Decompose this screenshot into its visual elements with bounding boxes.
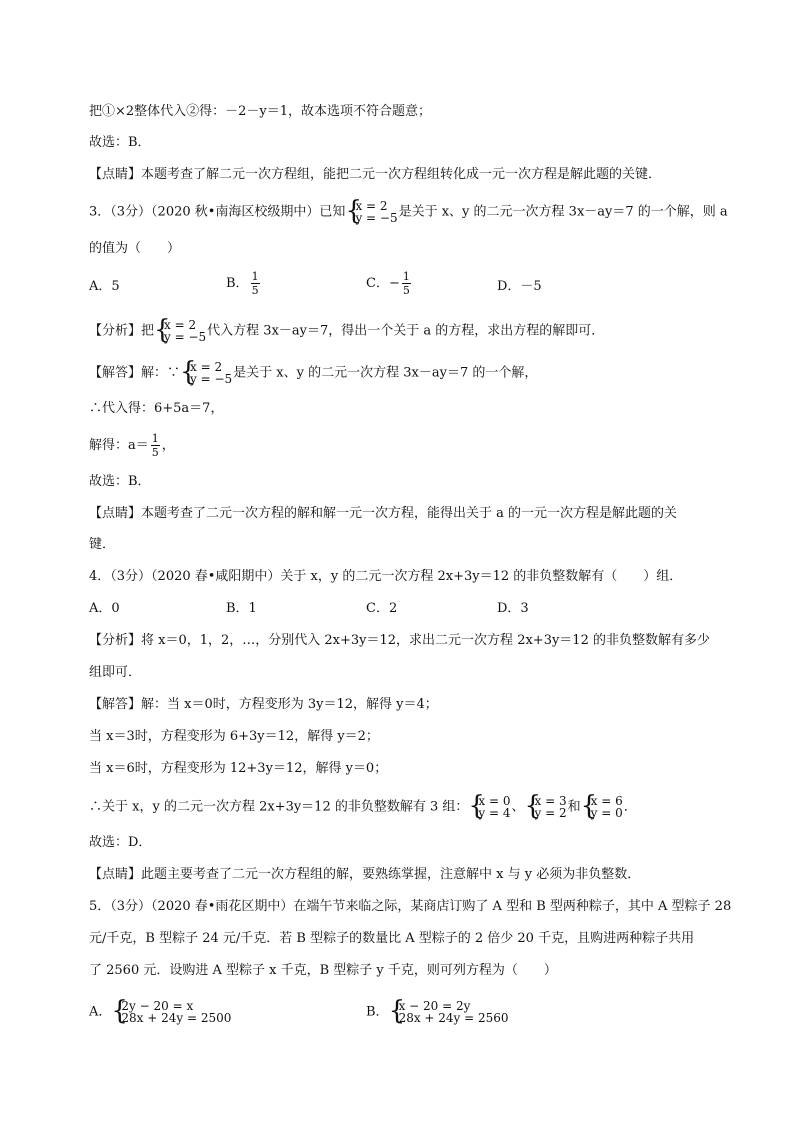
q3-answer-system-row-2: y = −5	[190, 372, 233, 386]
q3-option-d: D．－5	[497, 279, 542, 294]
q4-analysis-line-2: 组即可．	[89, 665, 142, 680]
q3-option-b	[226, 270, 262, 297]
q3-analysis-head: 【分析】把	[89, 323, 155, 339]
q3-option-b-denominator: 5	[251, 284, 259, 297]
q3-analysis-system-row-2: y = −5	[164, 330, 207, 344]
q3-comment-line-1: 【点睛】本题考查了二元一次方程的解和解一元一次方程，能得出关于 a 的一元一次方程是解此题的关	[89, 506, 678, 521]
q3-option-c-denominator: 5	[402, 284, 410, 297]
q3-step-2-head: 解得：a＝	[89, 438, 149, 453]
q3-option-c-fraction	[402, 270, 411, 297]
q3-step-1: ∴代入得：6+5a＝7，	[89, 401, 224, 416]
q3-option-b-label: B．	[226, 276, 249, 291]
q4-answer-line-2: 当 x＝3时，方程变形为 6+3y＝12，解得 y＝2；	[89, 729, 379, 744]
q4-solution-3-row-1: { x = 6	[590, 794, 623, 808]
q3-option-b-numerator: 1	[251, 270, 259, 283]
q3-option-c-sign: −	[388, 276, 400, 291]
q4-stem-line: 4．（3分）（2020 春•咸阳期中）关于 x，y 的二元一次方程 2x+3y＝12 的非负整数解有（ ）组．	[89, 569, 683, 584]
q5-option-a-label: A．	[89, 1004, 112, 1020]
q4-end-mark: ．	[623, 799, 637, 815]
q4-option-d: D．3	[497, 601, 529, 616]
q5-stem-line-1: 5．（3分）（2020 春•雨花区期中）在端午节来临之际，某商店订购了 A 型和 B 型两种粽子，其中 A 型粽子 28	[89, 899, 732, 914]
q4-solution-2-row-1: { x = 3	[534, 794, 567, 808]
q5-option-b-row-2: 28x + 24y = 2560	[398, 1011, 509, 1025]
q4-solution-3-row-2: y = 0	[590, 806, 623, 820]
q3-option-c-label: C．	[366, 276, 389, 291]
q3-stem-head: 3．（3分）（2020 秋•南海区校级期中）已知	[89, 204, 346, 220]
q5-option-b-row-1: { x − 20 = 2y	[398, 999, 471, 1013]
q3-system-row-1: { x = 2	[355, 199, 388, 213]
q3-answer-head: 【解答】解：∵	[89, 365, 181, 381]
q3-stem-line	[89, 200, 728, 224]
q3-option-c-numerator: 1	[402, 270, 410, 283]
q3-step-2	[89, 432, 175, 459]
q3-option-c	[366, 270, 413, 297]
q3-answer-line	[89, 361, 537, 385]
prev-choice-line: 故选：B．	[89, 135, 151, 150]
q3-option-a: A．5	[89, 279, 120, 294]
q3-step-2-denominator: 5	[151, 446, 159, 459]
q5-option-b	[366, 1000, 510, 1024]
q3-answer-system	[181, 361, 232, 385]
q4-option-c: C．2	[366, 601, 398, 616]
q3-option-b-fraction	[251, 270, 260, 297]
q4-solution-3	[582, 795, 623, 819]
q5-option-a-row-1: { 2y − 20 = x	[121, 999, 194, 1013]
q4-solution-2	[526, 795, 567, 819]
q4-separator-1: 、	[511, 799, 525, 815]
q3-comment-line-2: 键．	[89, 537, 116, 552]
q3-system	[346, 200, 397, 224]
prev-comment-line: 【点睛】本题考查了解二元一次方程组，能把二元一次方程组转化成一元一次方程是解此题的关键．	[89, 167, 662, 182]
q3-analysis-system	[155, 319, 206, 343]
q4-answer-line-3: 当 x＝6时，方程变形为 12+3y＝12，解得 y＝0；	[89, 761, 388, 776]
q4-answer-line-1: 【解答】解：当 x＝0时，方程变形为 3y＝12，解得 y＝4；	[89, 697, 438, 712]
q4-option-a: A．0	[89, 601, 120, 616]
q5-option-b-label: B．	[366, 1004, 389, 1020]
q3-system-row-2: y = −5	[355, 211, 398, 225]
q3-answer-tail: 是关于 x、y 的二元一次方程 3x－ay＝7 的一个解，	[233, 365, 538, 381]
q5-stem-line-2: 元/千克，B 型粽子 24 元/千克．若 B 型粽子的数量比 A 型粽子的 2 倍少 20 千克，且购进两种粽子共用	[89, 931, 695, 946]
q4-option-b: B．1	[226, 601, 257, 616]
q4-solution-2-row-2: y = 2	[534, 806, 567, 820]
q4-solution-1-row-1: { x = 0	[478, 794, 511, 808]
q4-choice-line: 故选：D．	[89, 835, 152, 850]
q4-comment-line: 【点睛】此题主要考查了二元一次方程组的解，要熟练掌握，注意解中 x 与 y 必须为非负整数．	[89, 867, 641, 882]
q4-solution-1	[469, 795, 510, 819]
q3-step-2-fraction	[151, 432, 160, 459]
q3-choice-line: 故选：B．	[89, 474, 151, 489]
q4-solution-1-row-2: y = 4	[478, 806, 511, 820]
q3-stem-line-2: 的值为（ ）	[89, 241, 181, 256]
q3-answer-system-row-1: { x = 2	[190, 360, 223, 374]
q5-option-a	[89, 1000, 232, 1024]
q5-stem-line-3: 了 2560 元．设购进 A 型粽子 x 千克，B 型粽子 y 千克，则可列方程为（ ）	[89, 963, 557, 978]
q3-analysis-tail: 代入方程 3x－ay＝7，得出一个关于 a 的方程，求出方程的解即可．	[207, 323, 605, 339]
prev-substitution-line: 把①×2整体代入②得：－2－y＝1，故本选项不符合题意；	[89, 104, 432, 119]
q3-analysis-system-row-1: { x = 2	[164, 318, 197, 332]
q4-answer-line-4-head: ∴关于 x，y 的二元一次方程 2x+3y＝12 的非负整数解有 3 组：	[89, 799, 469, 815]
q5-option-a-system	[112, 1000, 231, 1024]
q4-separator-2: 和	[567, 799, 581, 815]
q3-stem-tail: 是关于 x、y 的二元一次方程 3x－ay＝7 的一个解，则 a	[398, 204, 728, 220]
q3-step-2-numerator: 1	[151, 432, 159, 445]
q3-analysis-line	[89, 319, 604, 343]
q5-option-b-system	[390, 1000, 509, 1024]
q5-option-a-row-2: 28x + 24y = 2500	[121, 1011, 232, 1025]
q4-analysis-line-1: 【分析】将 x＝0，1，2，…，分别代入 2x+3y＝12，求出二元一次方程 2x+3y＝12 的非负整数解有多少	[89, 633, 710, 648]
q4-answer-line-4	[89, 795, 637, 819]
q3-step-2-tail: ，	[161, 438, 175, 453]
